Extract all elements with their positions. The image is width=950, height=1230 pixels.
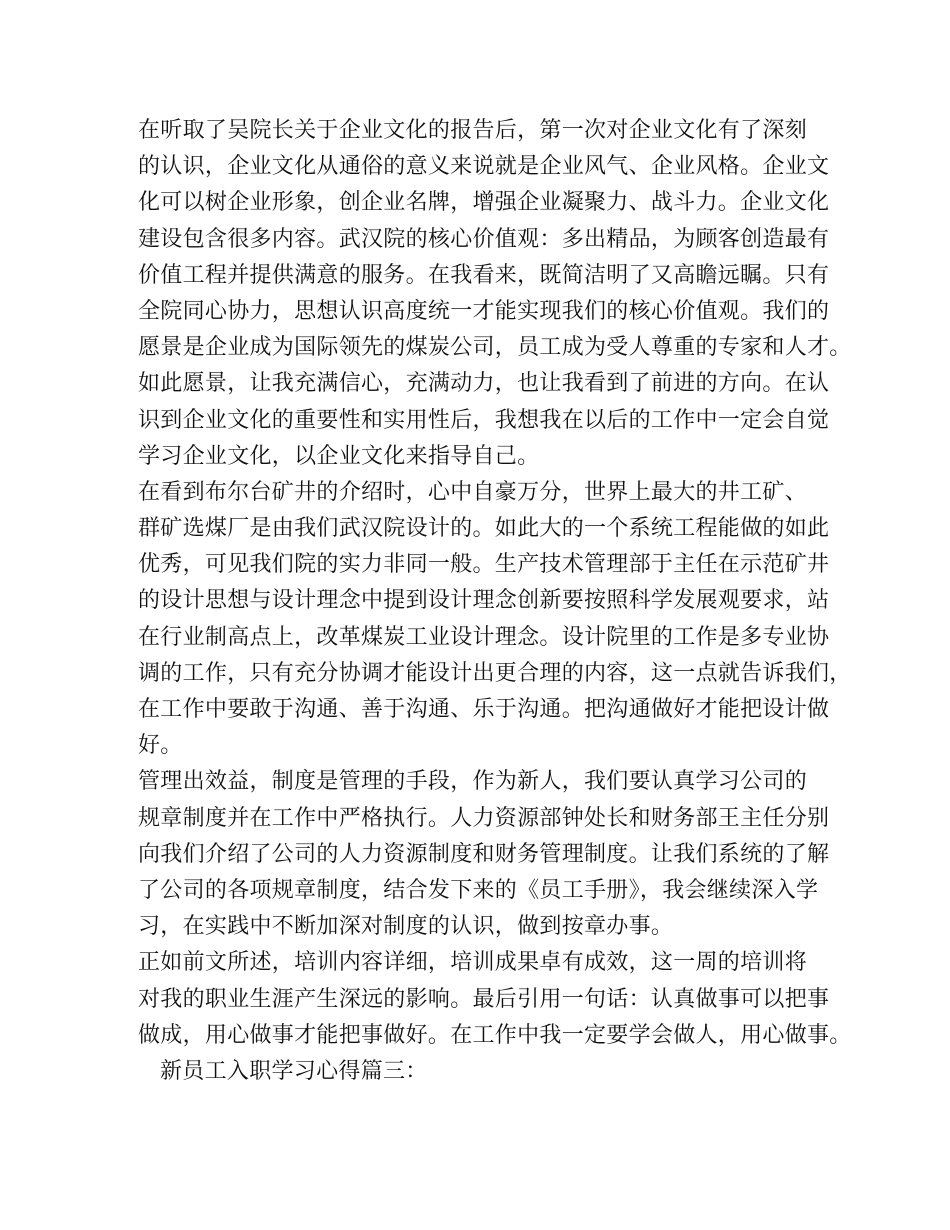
text-line: 对我的职业生涯产生深远的影响。最后引用一句话：认真做事可以把事 [138, 986, 830, 1012]
paragraph-enterprise-culture [138, 113, 852, 475]
text-line: 的设计思想与设计理念中提到设计理念创新要按照科学发展观要求，站 [138, 588, 830, 614]
text-line: 识到企业文化的重要性和实用性后，我想我在以后的工作中一定会自觉 [138, 407, 830, 433]
text-line: 向我们介绍了公司的人力资源制度和财务管理制度。让我们系统的了解 [138, 841, 830, 867]
text-line: 如此愿景，让我充满信心，充满动力，也让我看到了前进的方向。在认 [138, 371, 830, 397]
text-line: 在行业制高点上，改革煤炭工业设计理念。设计院里的工作是多专业协 [138, 624, 830, 650]
text-line: 全院同心协力，思想认识高度统一才能实现我们的核心价值观。我们的 [138, 298, 830, 324]
text-line: 优秀，可见我们院的实力非同一般。生产技术管理部于主任在示范矿井 [138, 552, 830, 578]
text-line: 做成，用心做事才能把事做好。在工作中我一定要学会做人，用心做事。 [138, 1022, 852, 1048]
text-line: 化可以树企业形象，创企业名牌，增强企业凝聚力、战斗力。企业文化 [138, 190, 830, 216]
paragraph-conclusion [138, 945, 852, 1054]
paragraph-management-rules [138, 764, 838, 945]
section-heading: 新员工入职学习心得篇三： [160, 1058, 428, 1084]
text-line: 建设包含很多内容。武汉院的核心价值观：多出精品，为顾客创造最有 [138, 226, 830, 252]
text-line: 习，在实践中不断加深对制度的认识，做到按章办事。 [138, 914, 674, 940]
text-line: 了公司的各项规章制度，结合发下来的《员工手册》，我会继续深入学 [138, 877, 819, 903]
text-line: 群矿选煤厂是由我们武汉院设计的。如此大的一个系统工程能做的如此 [138, 516, 830, 542]
text-line: 学习企业文化，以企业文化来指导自己。 [138, 443, 540, 469]
text-line: 愿景是企业成为国际领先的煤炭公司，员工成为受人尊重的专家和人才。 [138, 335, 852, 361]
document-body [138, 113, 852, 1090]
text-line: 在看到布尔台矿井的介绍时，心中自豪万分，世界上最大的井工矿、 [138, 479, 808, 505]
text-line: 规章制度并在工作中严格执行。人力资源部钟处长和财务部王主任分别 [138, 805, 830, 831]
text-line: 在听取了吴院长关于企业文化的报告后，第一次对企业文化有了深刻 [138, 118, 808, 143]
text-line: 在工作中要敢于沟通、善于沟通、乐于沟通。把沟通做好才能把设计做 [138, 697, 830, 722]
text-line: 好。 [138, 733, 183, 759]
text-line: 价值工程并提供满意的服务。在我看来，既简洁明了又高瞻远瞩。只有 [138, 262, 830, 288]
text-line: 管理出效益，制度是管理的手段，作为新人，我们要认真学习公司的 [138, 769, 808, 795]
text-line: 调的工作，只有充分协调才能设计出更合理的内容，这一点就告诉我们， [138, 660, 852, 686]
text-line: 的认识，企业文化从通俗的意义来说就是企业风气、企业风格。企业文 [138, 154, 830, 180]
paragraph-mine-project [138, 475, 852, 765]
text-line: 正如前文所述，培训内容详细，培训成果卓有成效，这一周的培训将 [138, 950, 808, 976]
